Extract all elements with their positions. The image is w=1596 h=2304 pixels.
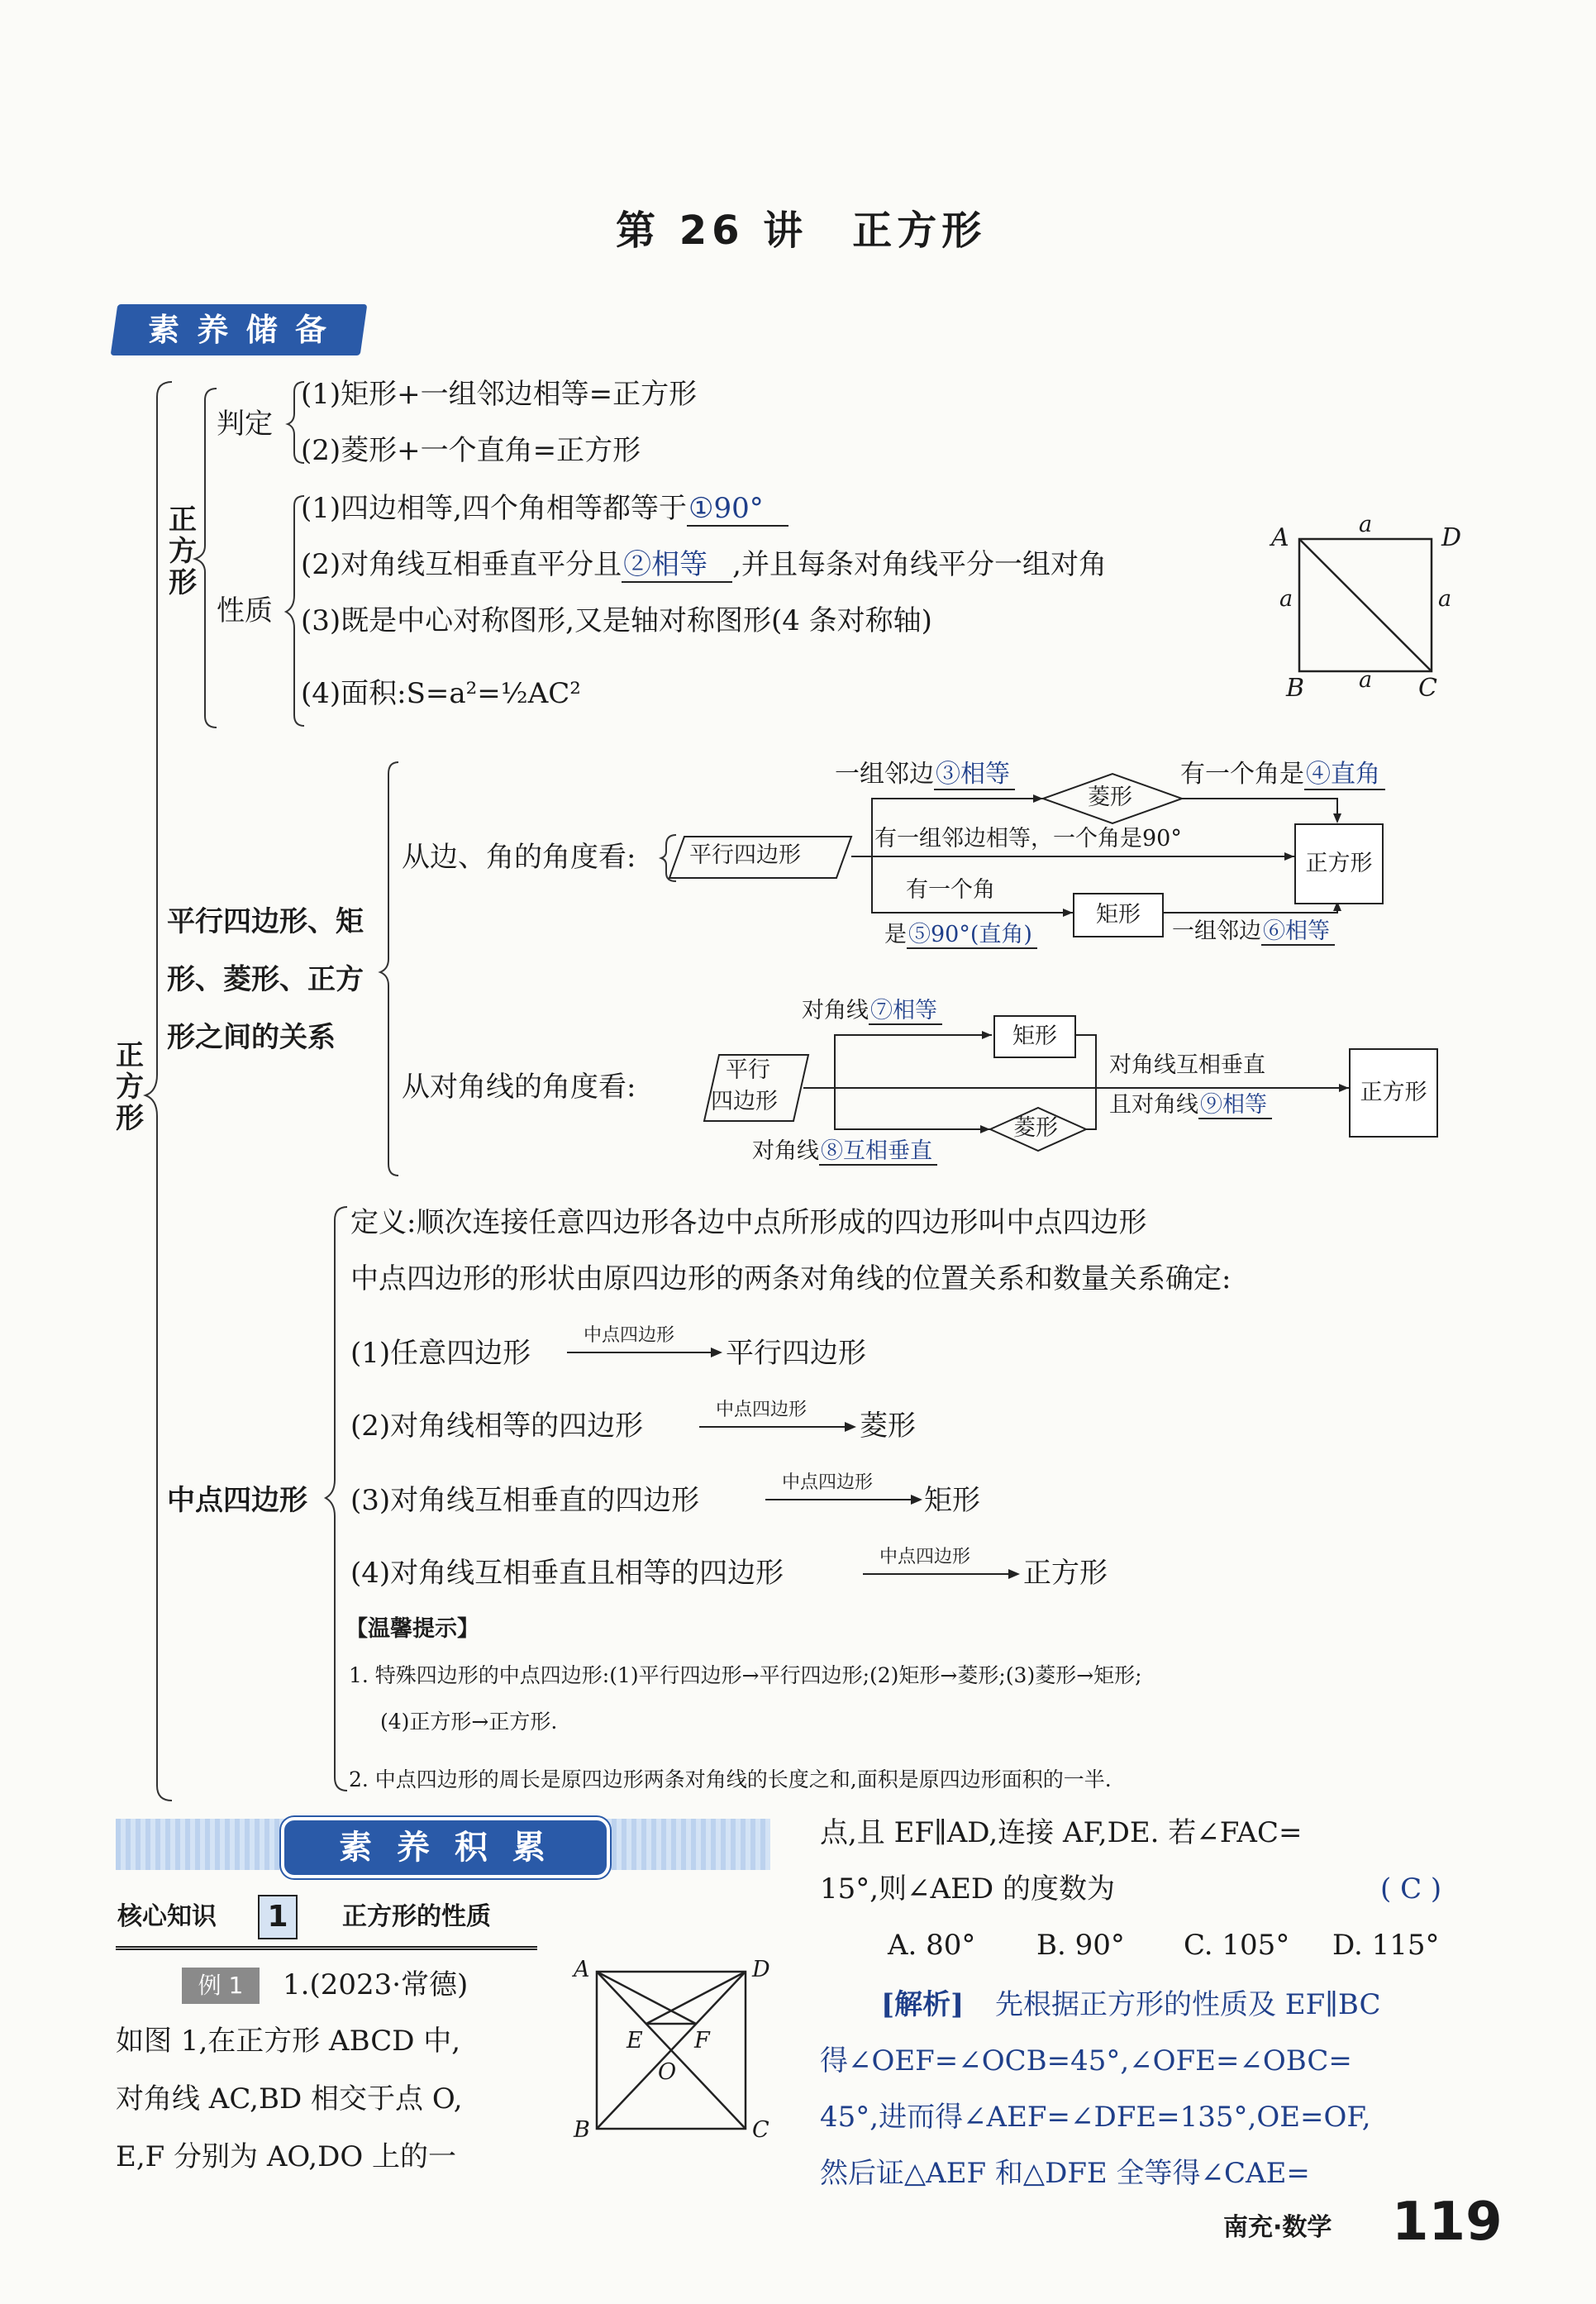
fig1-a: A bbox=[574, 1957, 590, 1982]
example-line-1: 如图 1,在正方形 ABCD 中, bbox=[116, 2025, 461, 2058]
blank-8: ⑧互相垂直 bbox=[819, 1138, 937, 1166]
blank-9: ⑨相等 bbox=[1198, 1092, 1272, 1119]
fig1-e: E bbox=[626, 2028, 643, 2054]
sq-vertex-b: B bbox=[1286, 674, 1305, 703]
section-banner-reserve-label: 素 养 储 备 bbox=[148, 312, 330, 348]
property-item-3: (3)既是中心对称图形,又是轴对称图形(4 条对称轴) bbox=[301, 604, 932, 637]
flow-parallelogram-1: 平行四边形 bbox=[689, 842, 801, 868]
section-banner-accum-label: 素 养 积 累 bbox=[339, 1829, 552, 1867]
midpoint-arrow-label-3: 中点四边形 bbox=[782, 1472, 874, 1493]
midpoint-row-2-from: (2)对角线相等的四边形 bbox=[350, 1410, 644, 1443]
relation-label-3: 形之间的关系 bbox=[167, 1021, 336, 1054]
flow-label-7 bbox=[802, 997, 942, 1025]
relation-label-2: 形、菱形、正方 bbox=[167, 963, 364, 996]
blank-1: ①90° bbox=[687, 492, 788, 527]
flow-square-2: 正方形 bbox=[1349, 1048, 1438, 1138]
fig1-f: F bbox=[694, 2028, 710, 2054]
tip-2: 2. 中点四边形的周长是原四边形两条对角线的长度之和,面积是原四边形面积的一半. bbox=[349, 1767, 1112, 1791]
sq-vertex-c: C bbox=[1418, 674, 1437, 703]
option-a: A. 80° bbox=[888, 1929, 976, 1962]
side-angle-heading: 从边、角的角度看: bbox=[402, 841, 636, 874]
fig1-d: D bbox=[752, 1957, 770, 1982]
flow-rectangle-1: 矩形 bbox=[1073, 893, 1164, 937]
judge-item-1: (1)矩形+一组邻边相等=正方形 bbox=[301, 378, 698, 411]
analysis-tag: [解析] bbox=[881, 1988, 965, 2021]
answer: ( C ) bbox=[1380, 1872, 1442, 1906]
property-item-2 bbox=[301, 547, 1107, 582]
analysis-line-4: 然后证△AEF 和△DFE 全等得∠CAE= bbox=[820, 2157, 1310, 2190]
right-line-1: 点,且 EF∥AD,连接 AF,DE. 若∠FAC= bbox=[820, 1816, 1303, 1849]
example-line-3: E,F 分别为 AO,DO 上的一 bbox=[116, 2140, 457, 2173]
sq-side-left: a bbox=[1279, 586, 1293, 612]
fig1-c: C bbox=[752, 2117, 769, 2143]
flow-label-6 bbox=[1172, 918, 1335, 946]
flow-label-9b-text: 且对角线 bbox=[1109, 1092, 1198, 1118]
sq-vertex-a: A bbox=[1271, 523, 1289, 552]
flow-rectangle-2: 矩形 bbox=[993, 1015, 1076, 1058]
diag-heading: 从对角线的角度看: bbox=[402, 1071, 636, 1104]
option-d: D. 115° bbox=[1332, 1929, 1440, 1962]
flow-parallelogram-2a: 平行 bbox=[726, 1057, 770, 1083]
flow-label-3 bbox=[835, 759, 1015, 790]
midpoint-row-4-from: (4)对角线互相垂直且相等的四边形 bbox=[350, 1557, 784, 1590]
midpoint-row-2-to: 菱形 bbox=[860, 1410, 916, 1443]
sq-side-top: a bbox=[1359, 512, 1373, 537]
midpoint-row-4-to: 正方形 bbox=[1023, 1557, 1108, 1590]
root-label: 正方形 bbox=[116, 1039, 144, 1135]
flow-parallelogram-2b: 四边形 bbox=[711, 1089, 778, 1114]
flow-label-8 bbox=[752, 1138, 937, 1166]
page-number: 119 bbox=[1392, 2192, 1503, 2253]
example-tag: 例 1 bbox=[182, 1968, 260, 2004]
flow-label-7-text: 对角线 bbox=[802, 998, 869, 1023]
midpoint-def: 定义:顺次连接任意四边形各边中点所形成的四边形叫中点四边形 bbox=[350, 1206, 1147, 1239]
property-label: 性质 bbox=[217, 594, 273, 627]
midpoint-arrow-label-1: 中点四边形 bbox=[584, 1325, 675, 1346]
page-title: 第 26 讲 正方形 bbox=[616, 208, 987, 254]
analysis-line-2: 得∠OEF=∠OCB=45°,∠OFE=∠OBC= bbox=[820, 2044, 1352, 2077]
analysis-line-3: 45°,进而得∠AEF=∠DFE=135°,OE=OF, bbox=[820, 2101, 1371, 2134]
flow-rhombus-1: 菱形 bbox=[1088, 785, 1132, 810]
tip-1a: 1. 特殊四边形的中点四边形:(1)平行四边形→平行四边形;(2)矩形→菱形;(3)菱形→矩形; bbox=[349, 1663, 1142, 1687]
flow-label-low-1: 有一个角 bbox=[906, 877, 995, 903]
flow-label-mid: 有一组邻边相等，一个角是90° bbox=[874, 826, 1182, 851]
blank-5: ⑤90°(直角) bbox=[907, 922, 1037, 949]
sq-vertex-d: D bbox=[1441, 523, 1462, 552]
flow-label-low-2-text: 是 bbox=[884, 922, 907, 947]
tip-title: 【温馨提示】 bbox=[345, 1616, 479, 1642]
footer-region: 南充·数学 bbox=[1223, 2213, 1332, 2242]
property-item-4: (4)面积:S=a²=½AC² bbox=[301, 677, 581, 710]
relation-label-1: 平行四边形、矩 bbox=[167, 905, 364, 938]
flow-label-4-text: 有一个角是 bbox=[1180, 760, 1304, 789]
flow-label-9b bbox=[1109, 1091, 1272, 1119]
midpoint-row-1-to: 平行四边形 bbox=[726, 1337, 866, 1370]
midpoint-arrow-label-2: 中点四边形 bbox=[716, 1400, 808, 1420]
flow-label-3-text: 一组邻边 bbox=[835, 760, 934, 789]
midpoint-row-3-from: (3)对角线互相垂直的四边形 bbox=[350, 1484, 700, 1517]
flow-label-4 bbox=[1180, 759, 1385, 790]
midpoint-row-1-from: (1)任意四边形 bbox=[350, 1337, 531, 1370]
flow-square-1: 正方形 bbox=[1294, 823, 1384, 904]
example-line-2: 对角线 AC,BD 相交于点 O, bbox=[116, 2082, 463, 2116]
blank-7: ⑦相等 bbox=[869, 998, 942, 1025]
option-b: B. 90° bbox=[1036, 1929, 1125, 1962]
property-item-1 bbox=[301, 491, 788, 526]
blank-4: ④直角 bbox=[1304, 760, 1385, 790]
section-banner-accum bbox=[281, 1817, 610, 1878]
sq-side-right: a bbox=[1438, 586, 1452, 612]
property-item-2-post: ,并且每条对角线平分一组对角 bbox=[732, 548, 1107, 581]
fig1-o: O bbox=[658, 2059, 677, 2085]
core-number: 1 bbox=[258, 1895, 298, 1939]
sq-side-bottom: a bbox=[1359, 667, 1373, 693]
midpoint-row-3-to: 矩形 bbox=[924, 1484, 980, 1517]
core-label: 核心知识 bbox=[117, 1902, 217, 1931]
right-line-2: 15°,则∠AED 的度数为 bbox=[820, 1872, 1115, 1906]
blank-2: ②相等 bbox=[622, 548, 732, 583]
flow-label-low-2 bbox=[884, 921, 1037, 949]
judge-label: 判定 bbox=[217, 408, 273, 441]
flow-label-9a: 对角线互相垂直 bbox=[1109, 1052, 1265, 1078]
property-item-2-text: (2)对角线互相垂直平分且 bbox=[301, 548, 622, 581]
blank-6: ⑥相等 bbox=[1261, 918, 1335, 946]
midpoint-arrow-label-4: 中点四边形 bbox=[879, 1547, 971, 1567]
flow-rhombus-2: 菱形 bbox=[1013, 1115, 1058, 1141]
blank-3: ③相等 bbox=[934, 760, 1015, 790]
tip-1b: (4)正方形→正方形. bbox=[380, 1710, 558, 1734]
midpoint-label: 中点四边形 bbox=[167, 1484, 307, 1517]
square-branch-label: 正方形 bbox=[169, 503, 197, 599]
judge-item-2: (2)菱形+一个直角=正方形 bbox=[301, 434, 641, 467]
flow-label-8-text: 对角线 bbox=[752, 1138, 819, 1164]
analysis-line-1: 先根据正方形的性质及 EF∥BC bbox=[995, 1988, 1381, 2021]
midpoint-shape: 中点四边形的形状由原四边形的两条对角线的位置关系和数量关系确定: bbox=[350, 1262, 1232, 1295]
flow-label-6-text: 一组邻边 bbox=[1172, 918, 1261, 944]
property-item-1-text: (1)四边相等,四个角相等都等于 bbox=[301, 492, 687, 525]
option-c: C. 105° bbox=[1184, 1929, 1290, 1962]
fig1-b: B bbox=[574, 2117, 590, 2143]
core-topic: 正方形的性质 bbox=[342, 1902, 491, 1931]
example-head: 1.(2023·常德) bbox=[283, 1968, 469, 2001]
